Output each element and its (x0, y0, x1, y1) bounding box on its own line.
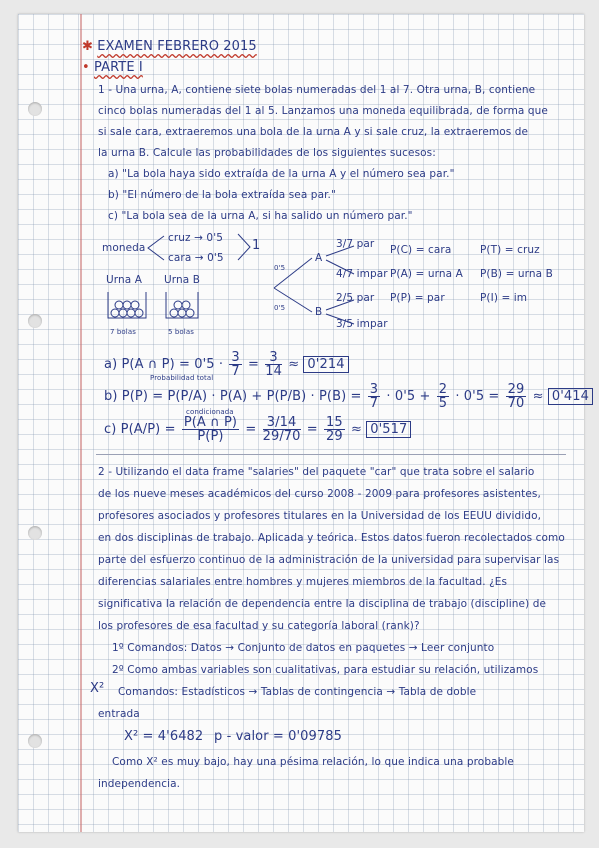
answer-c-result: 0'517 (366, 421, 411, 438)
answer-a: a) P(A ∩ P) = 0'5 · $\frac{3}{7}$ = $\frac{3}{14}$ ≈ 0'214 (104, 350, 349, 380)
problem1-line: si sale cara, extraeremos una bola de la urna A y si sale cruz, la extraeremos de (98, 126, 529, 138)
answer-b-result: 0'414 (548, 388, 593, 405)
question-a: a) "La bola haya sido extraída de la urna A y el número sea par." (108, 168, 455, 180)
problem1-line: 1 - Una urna, A, contiene siete bolas numeradas del 1 al 7. Otra urna, B, contiene (98, 84, 536, 96)
coin-branches (146, 234, 166, 264)
problem2-line: de los nueve meses académicos del curso 2008 - 2009 para profesores asistentes, (98, 488, 541, 500)
answer-b: b) P(P) = P(P/A) · P(A) + P(P/B) · P(B) = $\frac{3}{7}$ · 0'5 + $\frac{2}{5}$ · 0'5 = $\frac{29}{70}$ ≈ 0'414 (104, 382, 593, 412)
legend-right: P(B) = urna B (480, 268, 553, 280)
cruz-label: cruz → 0'5 (168, 232, 223, 244)
problem2-line: diferencias salariales entre hombres y mujeres miembros de la facultad. ¿Es (98, 576, 508, 588)
tree-node-b: B (315, 306, 323, 318)
answer-c-note: condicionada (186, 408, 234, 416)
tree-node-a: A (315, 252, 323, 264)
problem2-line: profesores asociados y profesores titulares en la Universidad de los EEUU dividido, (98, 510, 542, 522)
punch-hole (28, 102, 42, 116)
legend-left: P(P) = par (390, 292, 445, 304)
problem2-line: significativa la relación de dependencia entre la disciplina de trabajo (discipline) de (98, 598, 547, 610)
problem2-line: 2 - Utilizando el data frame "salaries" del paquete "car" que trata sobre el salario (98, 466, 535, 478)
problem1-line: cinco bolas numeradas del 1 al 5. Lanzamos una moneda equilibrada, de forma que (98, 105, 548, 117)
legend-right: P(I) = im (480, 292, 528, 304)
tree-branch-a: 0'5 (274, 264, 286, 272)
exam-title: ✱ EXAMEN FEBRERO 2015 (82, 39, 257, 54)
cara-label: cara → 0'5 (168, 252, 224, 264)
tree-b-par: 2/5 par (336, 292, 375, 304)
legend-left: P(C) = cara (390, 244, 452, 256)
urn-a-icon (106, 290, 148, 320)
problem2-step2-end: entrada (98, 708, 140, 720)
problem2-step2: 2º Como ambas variables son cualitativas, para estudiar su relación, utilizamos (112, 664, 539, 676)
problem1-line: la urna B. Calcule las probabilidades de los siguientes sucesos: (98, 147, 436, 159)
answer-a-result: 0'214 (303, 356, 348, 373)
notebook-page (18, 14, 590, 832)
tree-a-par: 3/7 par (336, 238, 375, 250)
probability-tree (272, 240, 382, 330)
urn-b-label: Urna B (164, 274, 201, 286)
punch-hole (28, 526, 42, 540)
problem2-line: los profesores de esa facultad y su categoría laboral (rank)? (98, 620, 420, 632)
tree-a-impar: 4/7 impar (336, 268, 388, 280)
problem2-line: en dos disciplinas de trabajo. Aplicada y teórica. Estos datos fueron recolectados como (98, 532, 565, 544)
question-b: b) "El número de la bola extraída sea par." (108, 189, 336, 201)
answer-c: c) P(A/P) = $\frac{P(A \cap P)}{P(P)}$ = $\frac{3/14}{29/70}$ = $\frac{15}{29}$ ≈ 0'517 (104, 415, 411, 445)
margin-line (80, 14, 82, 832)
urn-a-count: 7 bolas (110, 328, 136, 336)
part-title: • PARTE I (82, 60, 143, 75)
tree-branch-b: 0'5 (274, 304, 286, 312)
coin-label: moneda (102, 242, 146, 254)
p-value: p - valor = 0'09785 (214, 729, 343, 744)
punch-hole (28, 734, 42, 748)
tree-b-impar: 3/5 impar (336, 318, 388, 330)
legend-right: P(T) = cruz (480, 244, 540, 256)
answer-b-note: Probabilidad total (150, 374, 214, 382)
conclusion-line: Como X² es muy bajo, hay una pésima relación, lo que indica una probable (112, 756, 514, 768)
section-divider (96, 454, 566, 455)
legend-left: P(A) = urna A (390, 268, 463, 280)
question-c: c) "La bola sea de la urna A, si ha salido un número par." (108, 210, 413, 222)
conclusion-line: independencia. (98, 778, 181, 790)
coin-total: 1 (252, 238, 261, 253)
urn-b-icon (164, 290, 200, 320)
urn-b-count: 5 bolas (168, 328, 194, 336)
punch-hole (28, 314, 42, 328)
urn-a-label: Urna A (106, 274, 143, 286)
chi-square-symbol: X² (90, 681, 105, 696)
problem2-step2-commands: Comandos: Estadísticos → Tablas de contingencia → Tabla de doble (118, 686, 477, 698)
problem2-step1: 1º Comandos: Datos → Conjunto de datos en paquetes → Leer conjunto (112, 642, 495, 654)
chi-square-value: X² = 4'6482 (124, 729, 204, 744)
sum-brace (236, 232, 252, 264)
problem2-line: parte del esfuerzo continuo de la administración de la universidad para supervisar las (98, 554, 560, 566)
